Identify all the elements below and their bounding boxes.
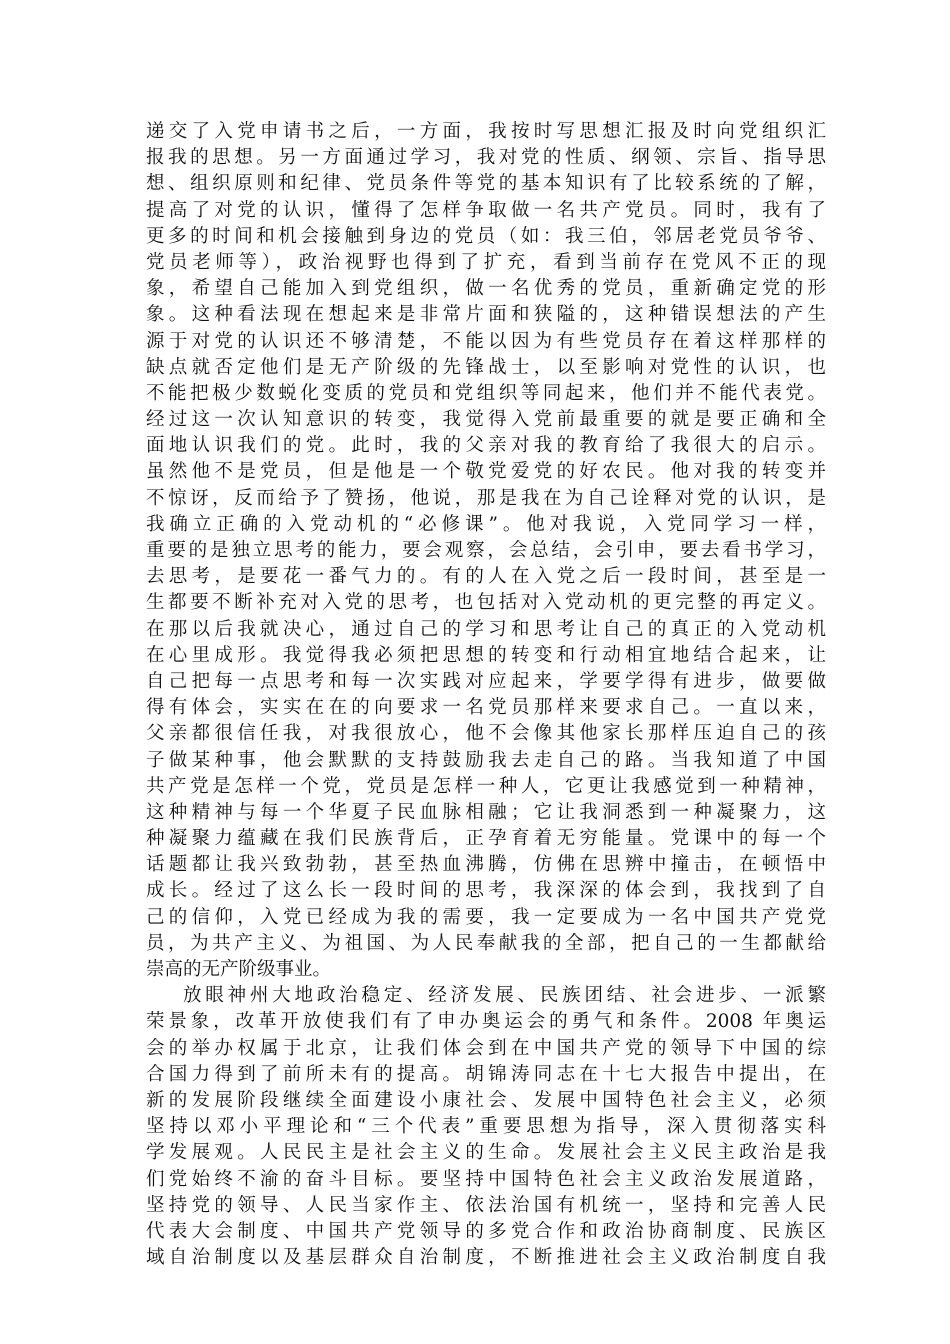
text-line: 合国力得到了前所未有的提高。胡锦涛同志在十七大报告中提出，在 [146,1063,826,1085]
text-line: 种凝聚力蕴藏在我们民族背后，正孕育着无穷能量。党课中的每一个 [146,828,826,850]
text-line: 经过这一次认知意识的转变，我觉得入党前最重要的就是要正确和全 [146,409,826,431]
text-line: 代表大会制度、中国共产党领导的多党合作和政治协商制度、民族区 [146,1220,826,1242]
text-line: 学发展观。人民民主是社会主义的生命。发展社会主义民主政治是我 [146,1142,826,1164]
text-line: 象，希望自己能加入到党组织，做一名优秀的党员，重新确定党的形 [146,278,826,300]
text-line: 更多的时间和机会接触到身边的党员（如：我三伯，邻居老党员爷爷、 [146,225,826,247]
text-line: 提高了对党的认识，懂得了怎样争取做一名共产党员。同时，我有了 [146,199,826,221]
text-line: 我确立正确的入党动机的“必修课”。他对我说，入党同学习一样， [146,513,826,535]
text-line: 不惊讶，反而给予了赞扬，他说，那是我在为自己诠释对党的认识，是 [146,487,826,509]
text-line: 党员老师等），政治视野也得到了扩充，看到当前存在党风不正的现 [146,251,826,273]
paragraph [146,119,826,983]
text-line: 放眼神州大地政治稳定、经济发展、民族团结、社会进步、一派繁 [183,985,826,1007]
text-line: 重要的是独立思考的能力，要会观察，会总结，会引申，要去看书学习， [146,540,826,561]
text-line: 崇高的无产阶级事业。 [146,959,332,980]
text-line: 得有体会，实实在在的向要求一名党员那样来要求自己。一直以来， [146,697,826,719]
text-line: 面地认识我们的党。此时，我的父亲对我的教育给了我很大的启示。 [146,435,826,457]
text-line: 话题都让我兴致勃勃，甚至热血沸腾，仿佛在思辨中撞击，在顿悟中 [146,854,826,876]
text-line: 想、组织原则和纪律、党员条件等党的基本知识有了比较系统的了解， [146,173,826,195]
paragraph [146,983,826,1271]
text-line: 会的举办权属于北京，让我们体会到在中国共产党的领导下中国的综 [146,1037,826,1059]
text-line: 自己把每一点思考和每一次实践对应起来，学要学得有进步，做要做 [146,670,826,692]
text-line: 坚持党的领导、人民当家作主、依法治国有机统一，坚持和完善人民 [146,1194,826,1216]
text-line: 共产党是怎样一个党，党员是怎样一种人，它更让我感觉到一种精神， [146,775,826,797]
text-line: 递交了入党申请书之后，一方面，我按时写思想汇报及时向党组织汇 [146,121,826,142]
text-line: 荣景象，改革开放使我们有了申办奥运会的勇气和条件。2008 年奥运 [146,1011,826,1033]
text-line: 在心里成形。我觉得我必须把思想的转变和行动相宜地结合起来，让 [146,644,826,666]
text-line: 成长。经过了这么长一段时间的思考，我深深的体会到，我找到了自 [146,880,826,902]
text-line: 父亲都很信任我，对我很放心，他不会像其他家长那样压迫自己的孩 [146,723,826,745]
text-line: 去思考，是要花一番气力的。有的人在入党之后一段时间，甚至是一 [146,566,826,588]
text-line: 象。这种看法现在想起来是非常片面和狭隘的，这种错误想法的产生 [146,304,826,326]
text-line: 不能把极少数蜕化变质的党员和党组织等同起来，他们并不能代表党。 [146,382,826,404]
text-line: 缺点就否定他们是无产阶级的先锋战士，以至影响对党性的认识，也 [146,356,826,378]
text-line: 员，为共产主义、为祖国、为人民奉献我的全部，把自己的一生都献给 [146,932,826,954]
text-line: 虽然他不是党员，但是他是一个敬党爱党的好农民。他对我的转变并 [146,461,826,483]
text-line: 源于对党的认识还不够清楚，不能以因为有些党员存在着这样那样的 [146,330,826,352]
text-line: 坚持以邓小平理论和“三个代表”重要思想为指导，深入贯彻落实科 [146,1116,826,1138]
text-line: 们党始终不渝的奋斗目标。要坚持中国特色社会主义政治发展道路， [146,1168,826,1190]
document-body [146,119,826,1271]
text-line: 子做某种事，他会默默的支持鼓励我去走自己的路。当我知道了中国 [146,749,826,771]
text-line: 在那以后我就决心，通过自己的学习和思考让自己的真正的入党动机 [146,618,826,640]
text-line: 域自治制度以及基层群众自治制度，不断推进社会主义政治制度自我 [146,1247,826,1269]
text-line: 这种精神与每一个华夏子民血脉相融；它让我洞悉到一种凝聚力，这 [146,801,826,823]
text-line: 新的发展阶段继续全面建设小康社会、发展中国特色社会主义，必须 [146,1089,826,1111]
text-line: 己的信仰，入党已经成为我的需要，我一定要成为一名中国共产党党 [146,906,826,928]
text-line: 生都要不断补充对入党的思考，也包括对入党动机的更完整的再定义。 [146,592,826,614]
text-line: 报我的思想。另一方面通过学习，我对党的性质、纲领、宗旨、指导思 [146,147,826,169]
